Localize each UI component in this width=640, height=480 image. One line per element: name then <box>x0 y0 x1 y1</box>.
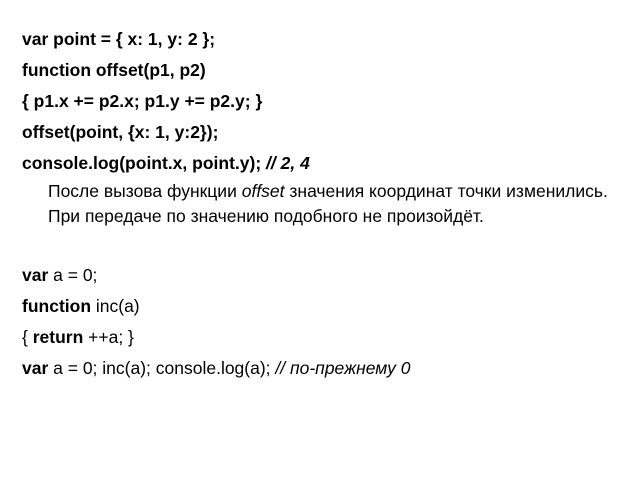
keyword-var: var <box>22 358 49 378</box>
code2-line4-rest: a = 0; inc(a); console.log(a); <box>48 358 276 378</box>
code-line-console-log <box>22 153 310 173</box>
explanation-paragraph <box>48 179 628 229</box>
code2-line2-rest: inc(a) <box>91 296 140 316</box>
explanation-text-after: значения координат точки изменились. При передаче по значению подобного не произойдёт. <box>48 181 608 226</box>
code2-line3-open: { <box>22 327 33 347</box>
code2-line4-comment: // по-прежнему 0 <box>275 358 411 378</box>
code-line-offset-call: offset(point, {x: 1, y:2}); <box>22 122 219 142</box>
code2-line-inc-body <box>22 327 134 347</box>
code2-line-inc-signature <box>22 296 140 316</box>
explanation-text-before: После вызова функции <box>48 181 242 201</box>
console-log-comment: // 2, 4 <box>266 153 310 173</box>
code2-line-var-declaration <box>22 265 97 285</box>
code2-line1-rest: a = 0; <box>48 265 98 285</box>
keyword-function: function <box>22 296 92 316</box>
keyword-var: var <box>22 265 49 285</box>
keyword-return: return <box>32 327 84 347</box>
console-log-code: console.log(point.x, point.y); <box>22 153 262 173</box>
explanation-keyword: offset <box>241 181 285 201</box>
code-line-point-declaration: var point = { x: 1, y: 2 }; <box>22 29 216 49</box>
code-line-offset-body: { p1.x += p2.x; p1.y += p2.y; } <box>22 91 263 111</box>
code-line-offset-signature: function offset(p1, p2) <box>22 60 206 80</box>
code2-line-inc-call <box>22 358 410 378</box>
code2-line3-rest: ++a; } <box>83 327 134 347</box>
